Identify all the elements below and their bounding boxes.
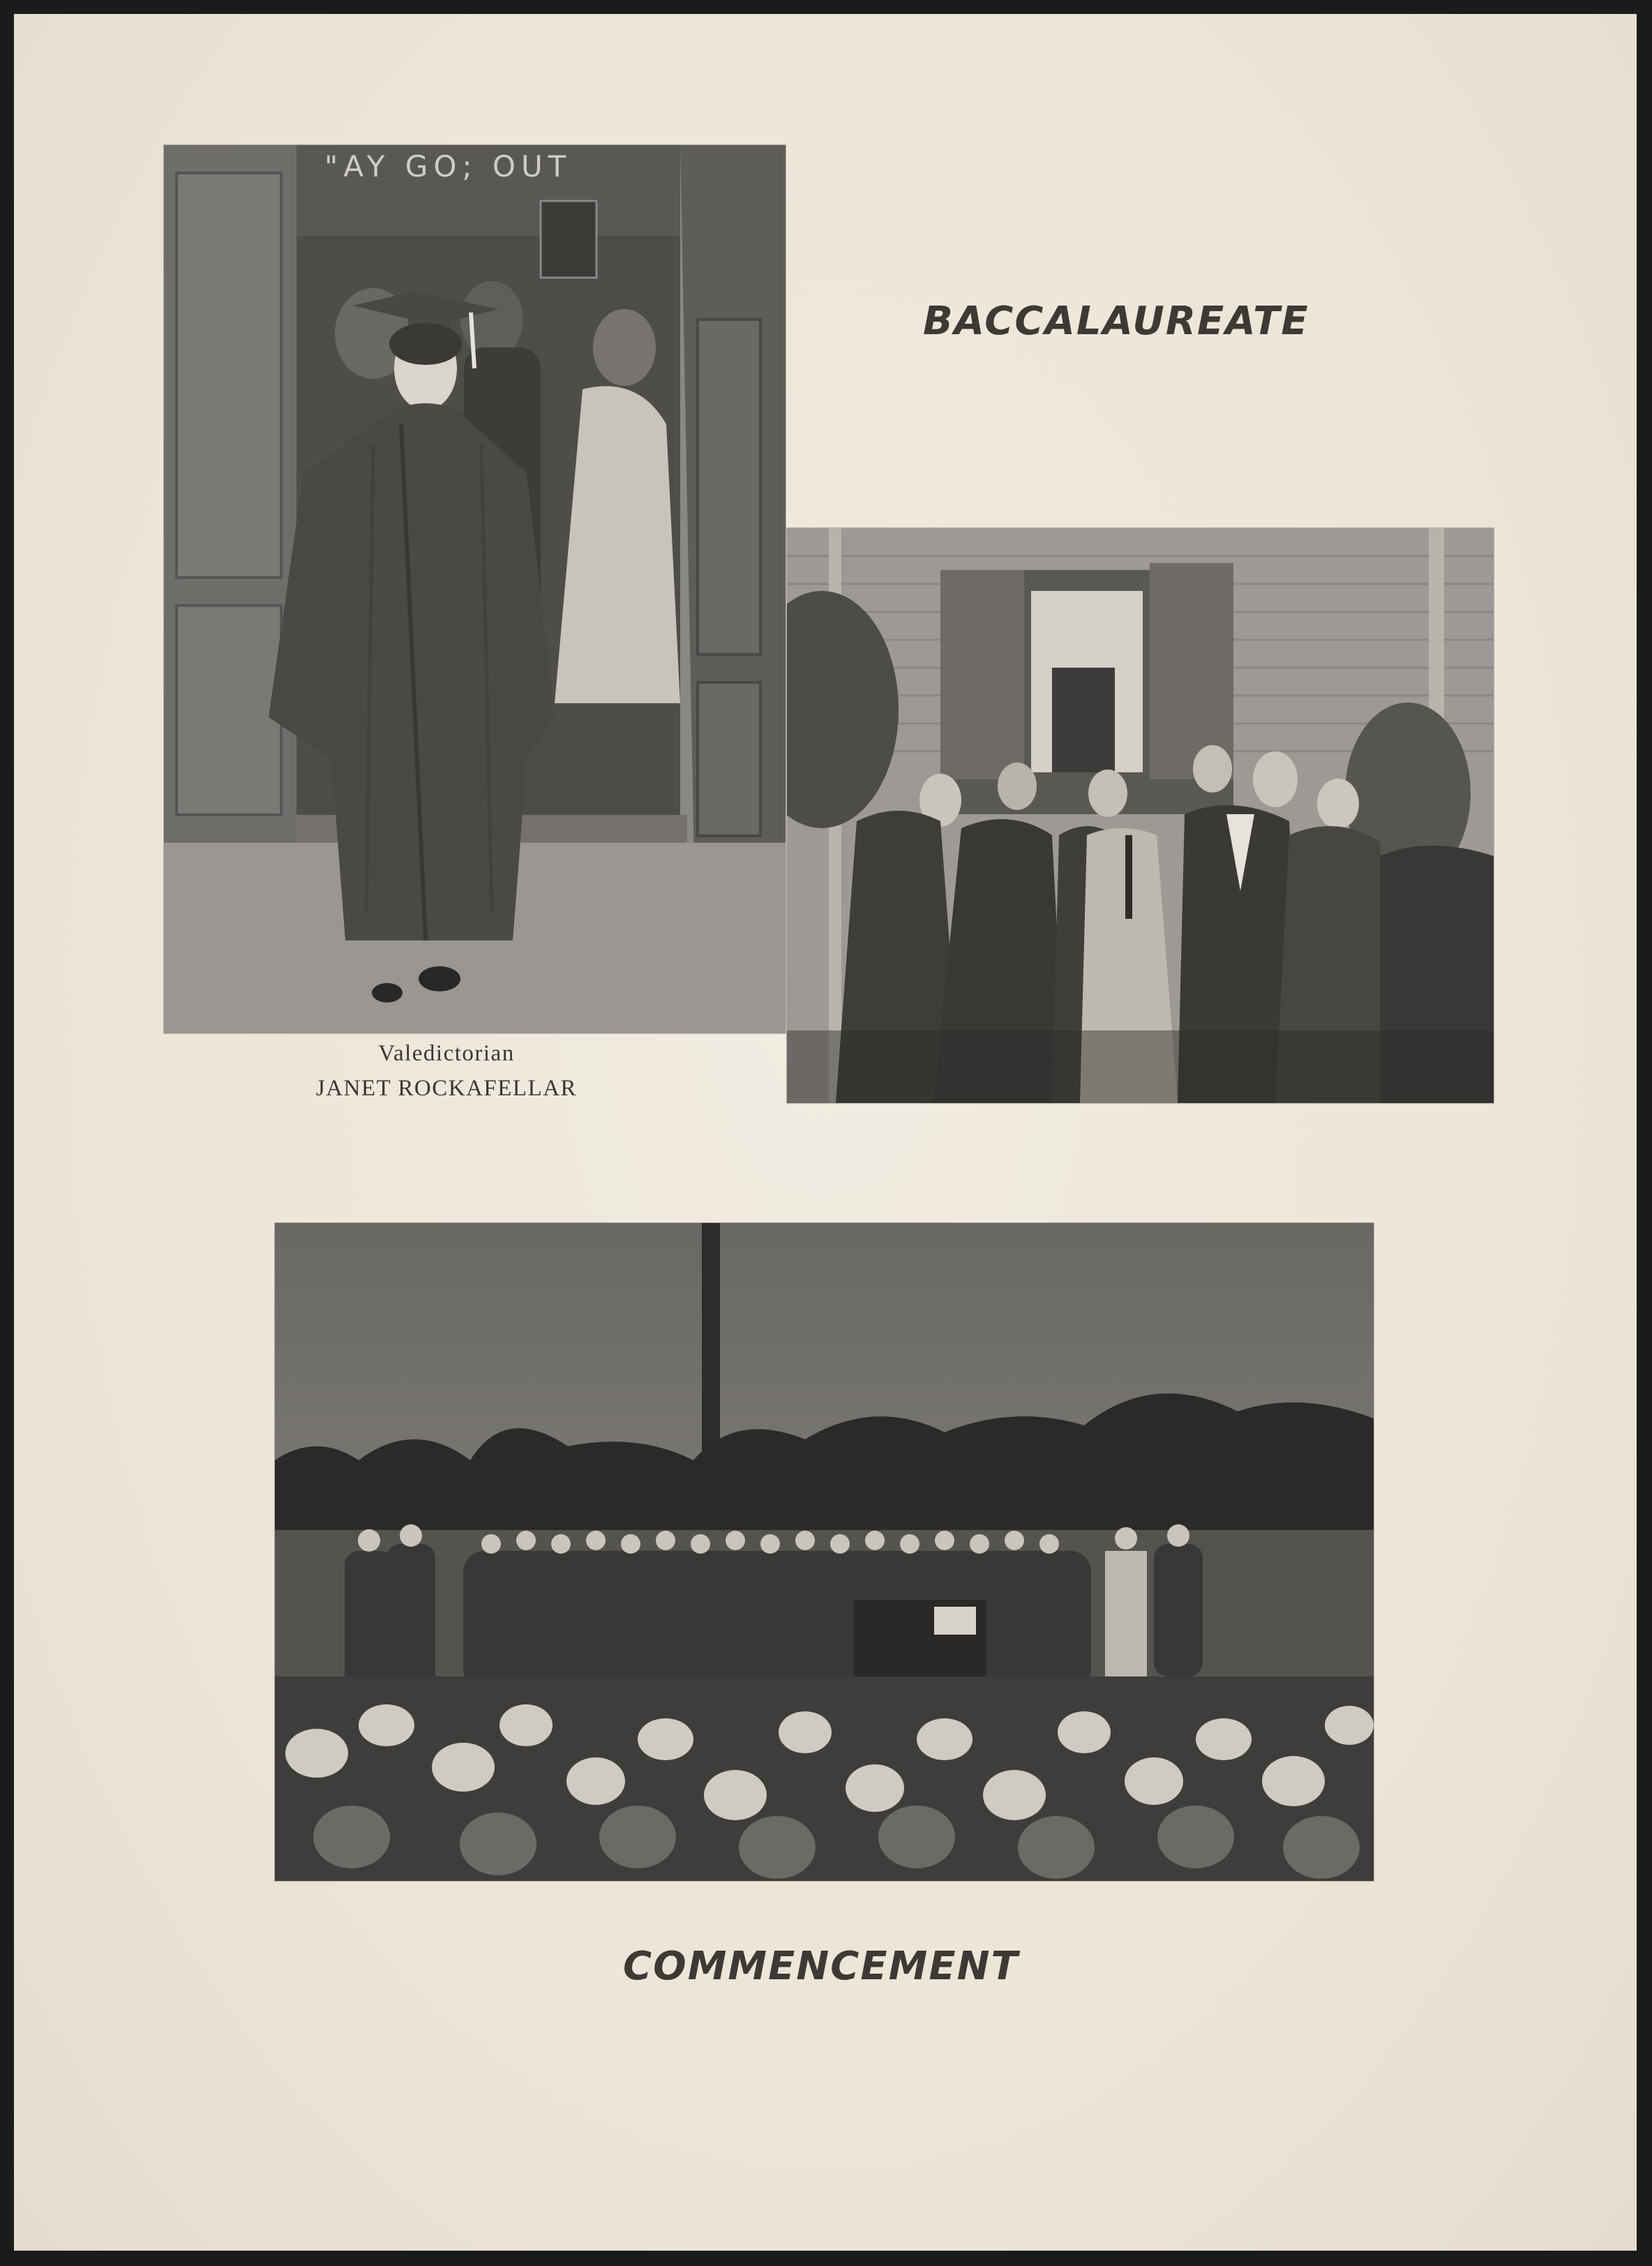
caption-name: JANET ROCKAFELLAR — [315, 1076, 578, 1101]
baccalaureate-heading: BACCALAUREATE — [923, 299, 1309, 344]
yearbook-page — [14, 14, 1637, 2251]
caption-title: Valedictorian — [378, 1041, 515, 1066]
valedictorian-photo — [164, 145, 786, 1033]
commencement-photo — [275, 1223, 1374, 1881]
baccalaureate-group-photo — [787, 528, 1494, 1103]
commencement-heading: COMMENCEMENT — [623, 1944, 1019, 1989]
door-sign-text: "AY GO; OUT — [324, 149, 572, 183]
valedictorian-caption — [286, 1036, 607, 1106]
